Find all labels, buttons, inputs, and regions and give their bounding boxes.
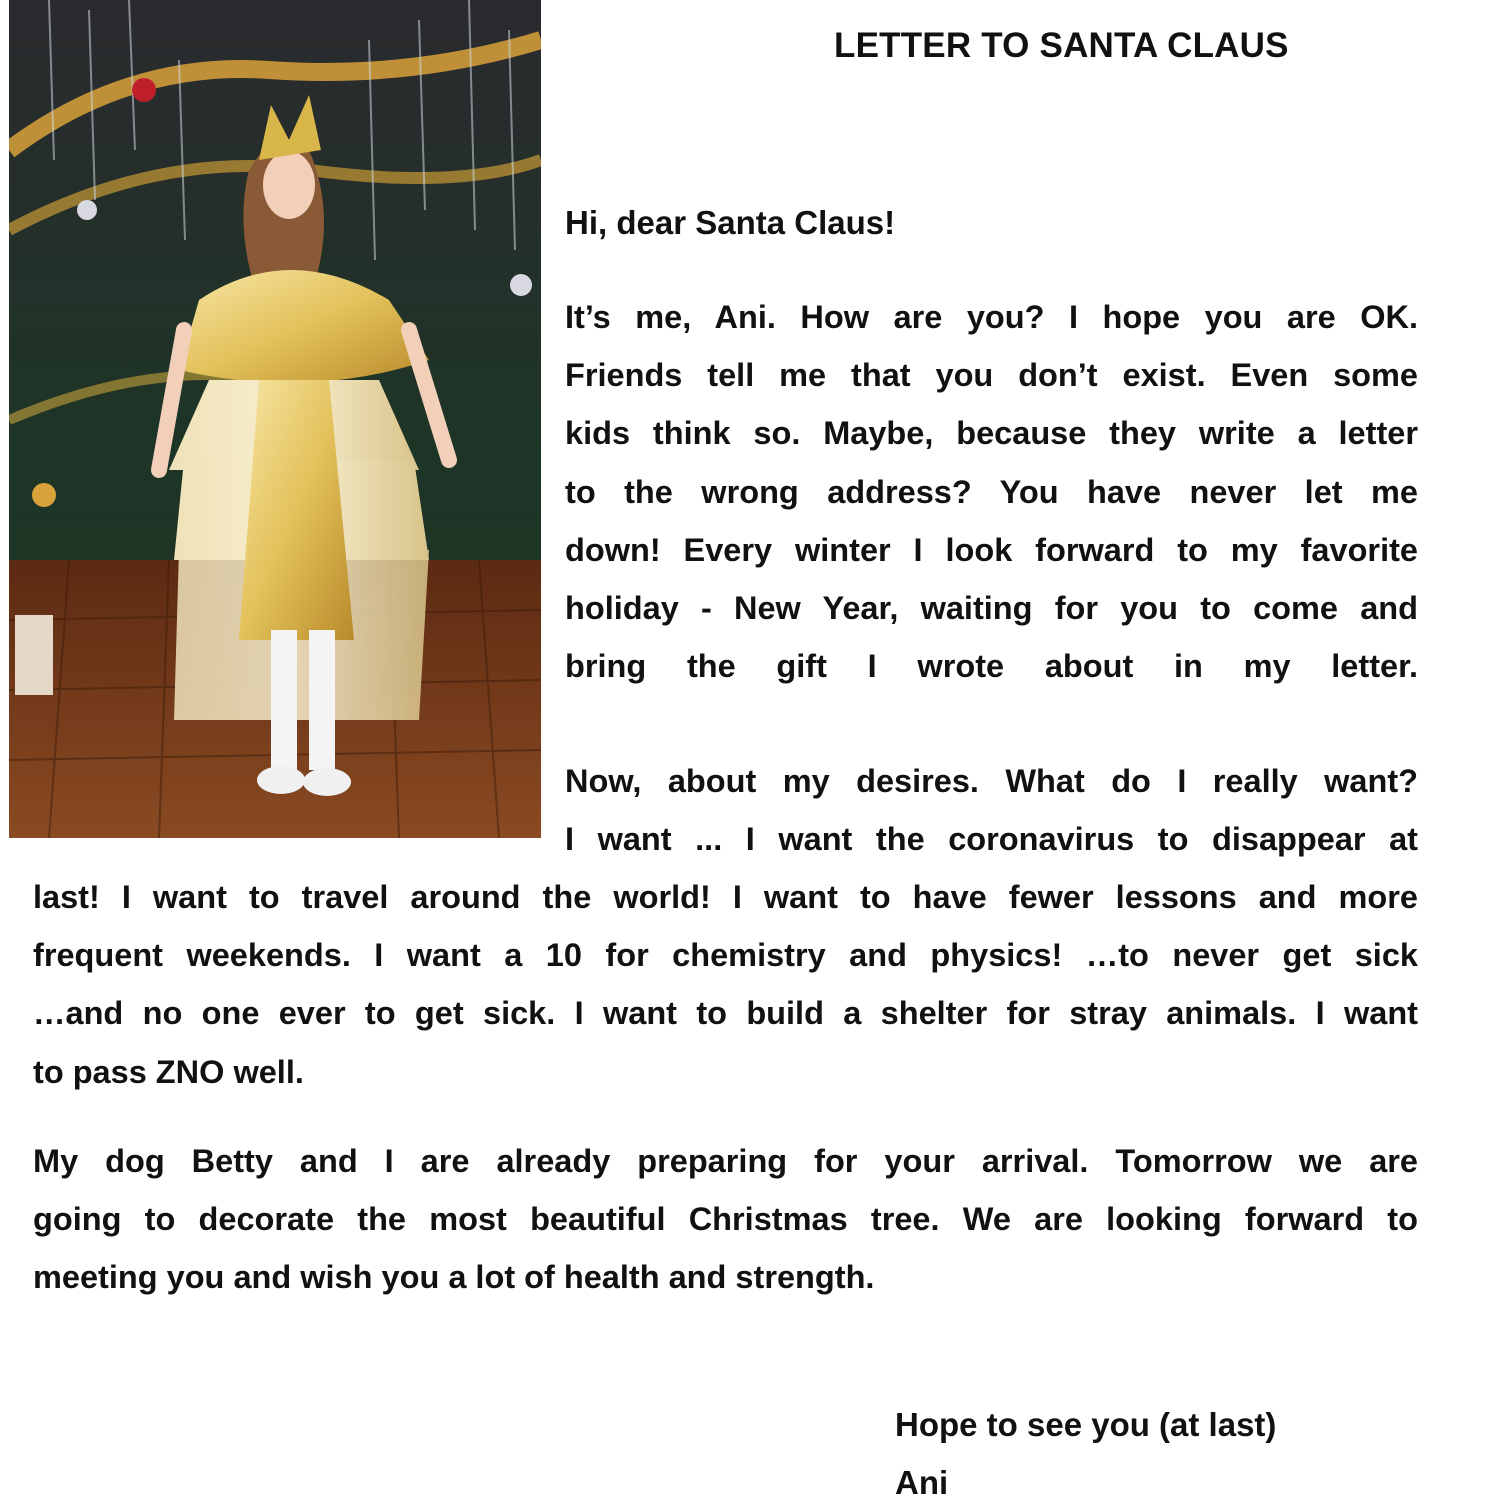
- paragraph-line: holiday - New Year, waiting for you to come and: [565, 590, 1418, 627]
- paragraph-line: I want ... I want the coronavirus to disappear at: [565, 821, 1418, 858]
- paragraph-line: kids think so. Maybe, because they write a letter: [565, 415, 1418, 452]
- girl-in-gold-dress-photo: [9, 0, 541, 838]
- paragraph-desires-continued: [33, 868, 1418, 1101]
- closing-block: [895, 1396, 1455, 1512]
- paragraph-line: to the wrong address? You have never let me: [565, 473, 1418, 510]
- closing-line: Hope to see you (at last): [895, 1406, 1277, 1443]
- paragraph-line: going to decorate the most beautiful Christmas tree. We are looking forward to: [33, 1201, 1418, 1238]
- greeting: Hi, dear Santa Claus!: [565, 204, 896, 241]
- paragraph-line: frequent weekends. I want a 10 for chemistry and physics! …to never get sick: [33, 937, 1418, 974]
- paragraph-line: meeting you and wish you a lot of health and strength.: [33, 1259, 875, 1296]
- paragraph-line: My dog Betty and I are already preparing for your arrival. Tomorrow we are: [33, 1143, 1418, 1179]
- paragraph-line: down! Every winter I look forward to my favorite: [565, 531, 1418, 568]
- paragraph-line: It’s me, Ani. How are you? I hope you are OK.: [565, 299, 1418, 335]
- letter-title: LETTER TO SANTA CLAUS: [834, 26, 1289, 65]
- paragraph-line: last! I want to travel around the world! I want to have fewer lessons and more: [33, 879, 1418, 915]
- paragraph-line: …and no one ever to get sick. I want to build a shelter for stray animals. I want: [33, 995, 1418, 1032]
- paragraph-line: bring the gift I wrote about in my letter.: [565, 648, 1418, 685]
- paragraph-line: to pass ZNO well.: [33, 1053, 304, 1090]
- paragraph-line: Now, about my desires. What do I really want?: [565, 763, 1418, 799]
- paragraph-desires-start: [565, 752, 1418, 868]
- paragraph-line: Friends tell me that you don’t exist. Even some: [565, 357, 1418, 394]
- paragraph-preparation: [33, 1132, 1418, 1307]
- paragraph-intro: [565, 288, 1418, 695]
- signature: Ani: [895, 1464, 949, 1501]
